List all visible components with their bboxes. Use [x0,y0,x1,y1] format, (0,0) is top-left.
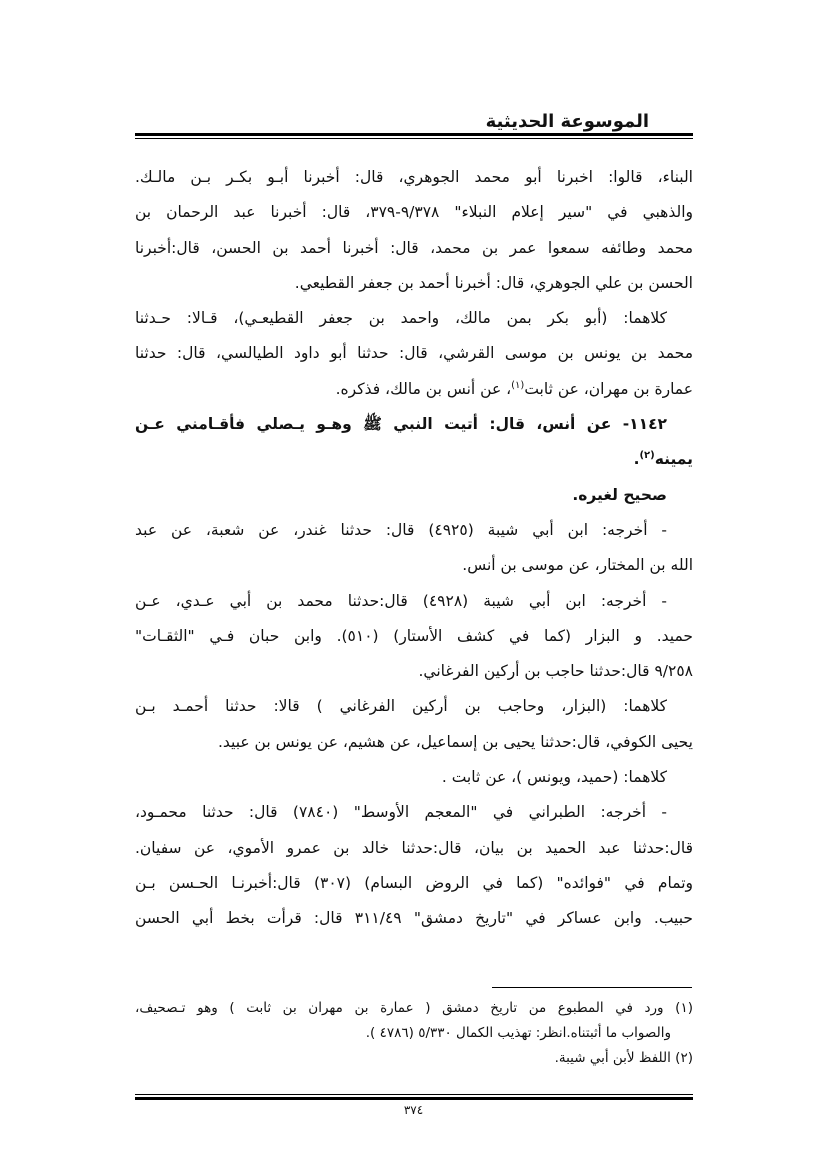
text-line: الحسن بن علي الجوهري، قال: أخبرنا أحمد بن جعفر القطيعي. [294,273,693,292]
text-line: وتمام في "فوائده" (كما في الروض البسام) (٣٠٧) قال:أخبرنـا الحـسن بـن [135,873,693,892]
text-line: الله بن المختار، عن موسى بن أنس. [462,556,693,575]
text-line: حبيب. وابن عساكر في "تاريخ دمشق" ٣١١/٤٩ قال: قرأت بخط أبي الحسن [135,909,693,928]
text-line: يحيى الكوفي، قال:حدثنا يحيى بن إسماعيل، عن هشيم، عن يونس بن عبيد. [217,732,693,751]
page-number: ٣٧٤ [403,1103,424,1117]
hadith-heading: ١١٤٢- عن أنس، قال: أتيت النبي ﷺ وهـو يـصلي فأقـامني عـن [135,415,667,434]
page-header [135,113,693,143]
footnote-1-continuation: والصواب ما أثبتناه.انظر: تهذيب الكمال ٥/٣٣٠ (٤٧٨٦ ). [365,1025,671,1041]
text-line: - أخرجه: ابن أبي شيبة (٤٩٢٥) قال: حدثنا غندر، عن شعبة، عن عبد [135,520,667,539]
text-line: محمد وطائفه سمعوا عمر بن محمد، قال: أخبرنا أحمد بن الحسن، قال:أخبرنا [135,238,693,257]
text-line: البناء، قالوا: اخبرنا أبو محمد الجوهري، قال: أخبرنا أبـو بكـر بـن مالـك. [135,168,693,186]
text-segment: ، عن أنس بن مالك، فذكره. [335,379,512,398]
footnotes [135,996,693,1071]
text-line: حميد. و البزار (كما في كشف الأستار) (٥١٠). وابن حبان فـي "الثقـات" [135,626,693,645]
text-line: كلاهما: (حميد، ويونس )، عن ثابت . [441,768,667,787]
text-line: - أخرجه: الطبراني في "المعجم الأوسط" (٧٨٤٠) قال: حدثنا محمـود، [135,803,667,822]
text-line: قال:حدثنا عبد الحميد بن بيان، قال:حدثنا خالد بن عمرو الأموي، عن سفيان. [135,838,693,857]
footnote-2: (٢) اللفظ لأبن أبي شيبة. [554,1050,693,1066]
footer-rule [135,1094,693,1100]
hadith-heading-end [135,442,693,477]
header-title: الموسوعة الحديثية [476,111,659,132]
grade-label: صحيح لغيره. [572,485,667,504]
text-line: محمد بن يونس بن موسى القرشي، قال: حدثنا أبو داود الطيالسي، قال: حدثنا [135,344,693,363]
header-rule [135,133,693,139]
text-segment: يمينه [654,450,693,469]
text-line: كلاهما: (البزار، وحاجب بن أركين الفرغاني ) قالا: حدثنا أحمـد بـن [135,697,667,716]
text-segment: عمارة بن مهران، عن ثابت [524,379,693,398]
text-segment: . [633,450,640,469]
text-line: والذهبي في "سير إعلام النبلاء" ٩/٣٧٨-٣٧٩، قال: أخبرنا عبد الرحمان بن [135,203,693,222]
text-line [135,372,693,407]
body-text [135,160,693,937]
footnote-ref-1: (١) [511,379,525,391]
text-line: - أخرجه: ابن أبي شيبة (٤٩٢٨) قال:حدثنا محمد بن أبي عـدي، عـن [135,591,667,610]
text-line: كلاهما: (أبو بكر بمن مالك، واحمد بن جعفر القطيعـي)، قـالا: حـدثنا [135,309,667,328]
footnote-separator [492,987,692,988]
footnote-1: (١) ورد في المطبوع من تاريخ دمشق ( عمارة بن مهران بن ثابت ) وهو تـصحيف، [135,1000,693,1016]
text-line: ٩/٢٥٨ قال:حدثنا حاجب بن أركين الفرغاني. [418,662,693,681]
footnote-ref-2: (٢) [639,450,655,462]
